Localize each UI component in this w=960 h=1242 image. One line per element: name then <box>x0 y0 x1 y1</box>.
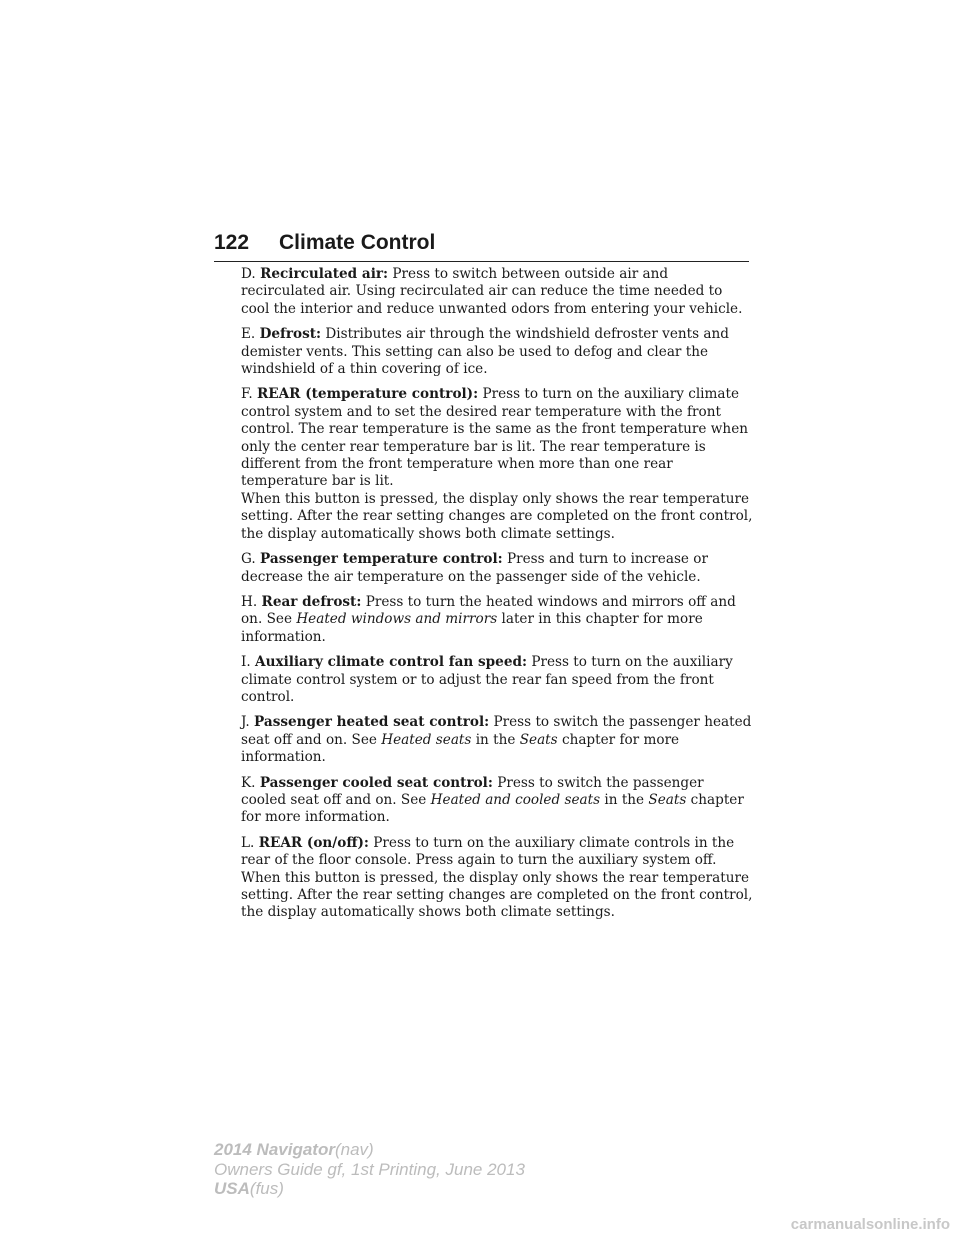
entry-letter: G. <box>241 551 256 568</box>
watermark: carmanualsonline.info <box>790 1216 950 1233</box>
entry-text: Press and turn to increase or decrease the air temperature on the passenger side of the vehicle. <box>241 551 708 585</box>
entry-d <box>241 266 753 318</box>
chapter-title: Climate Control <box>279 231 436 254</box>
entry-text: Press to turn the heated windows and mirrors off and on. See <box>241 593 736 628</box>
entry-text: chapter for more information. <box>241 791 744 826</box>
footer-market-code: (fus) <box>249 1179 284 1198</box>
entry-k <box>241 775 753 827</box>
page-number: 122 <box>214 231 250 254</box>
footer-model: 2014 Navigator <box>214 1140 335 1159</box>
entry-text: in the <box>604 791 645 808</box>
entry-label: REAR (on/off): <box>258 834 369 851</box>
entry-text-continued: When this button is pressed, the display only shows the rear temperature setting. After the rear setting changes are completed on the front control, the display automatically shows both climate settings. <box>241 490 753 542</box>
entry-label: Passenger cooled seat control: <box>259 774 493 791</box>
cross-reference: Heated seats <box>381 731 472 748</box>
entry-text: Press to turn on the auxiliary climate control system or to adjust the rear fan speed from the front control. <box>241 654 733 705</box>
cross-reference: Seats <box>648 791 687 808</box>
entry-f <box>241 386 753 543</box>
entry-text: Press to turn on the auxiliary climate controls in the rear of the floor console. Press again to turn the auxiliary system off. <box>241 834 735 869</box>
entry-letter: D. <box>241 266 256 282</box>
entry-text: in the <box>475 731 516 748</box>
entry-letter: F. <box>241 386 253 403</box>
entry-label: Passenger heated seat control: <box>254 714 490 731</box>
page-content <box>241 266 753 922</box>
entry-text: later in this chapter for more information. <box>241 611 703 645</box>
footer-model-code: (nav) <box>334 1140 374 1159</box>
entry-text-continued: When this button is pressed, the display only shows the rear temperature setting. After the rear setting changes are completed on the front control, the display automatically shows both climate settings. <box>241 869 753 921</box>
document-footer <box>214 1140 525 1199</box>
entry-label: Rear defrost: <box>261 593 362 610</box>
entry-letter: H. <box>241 593 258 610</box>
entry-text: Press to turn on the auxiliary climate control system and to set the desired rear temperature with the front control. The rear temperature is the same as the front temperature when only the center rear temperature bar is lit. The rear temperature is different from the front temperature when more than one rear temperature bar is lit. <box>241 386 748 490</box>
cross-reference: Seats <box>519 731 558 748</box>
entry-letter: I. <box>241 654 251 671</box>
entry-l <box>241 835 753 922</box>
entry-label: Passenger temperature control: <box>260 551 503 568</box>
entry-i <box>241 654 753 706</box>
entry-label: Defrost: <box>259 326 322 343</box>
entry-e <box>241 326 753 378</box>
entry-text: Distributes air through the windshield defroster vents and demister vents. This setting can also be used to defog and clear the windshield of a thin covering of ice. <box>241 326 729 378</box>
entry-label: REAR (temperature control): <box>256 386 479 403</box>
cross-reference: Heated and cooled seats <box>430 791 601 808</box>
entry-letter: L. <box>241 834 255 851</box>
footer-market: USA <box>214 1179 250 1198</box>
entry-text: Press to switch the passenger cooled seat off and on. See <box>241 774 704 808</box>
entry-g <box>241 551 753 586</box>
entry-text: Press to switch between outside air and recirculated air. Using recirculated air can reduce the time needed to cool the interior and reduce unwanted odors from entering your vehicle. <box>241 266 743 317</box>
entry-text: chapter for more information. <box>241 731 680 766</box>
page-header <box>214 229 749 262</box>
footer-printing: Owners Guide gf, 1st Printing, June 2013 <box>214 1159 525 1179</box>
entry-letter: K. <box>241 774 256 791</box>
entry-label: Auxiliary climate control fan speed: <box>255 654 527 671</box>
entry-label: Recirculated air: <box>260 266 389 282</box>
entry-text: Press to switch the passenger heated seat off and on. See <box>241 714 752 748</box>
entry-letter: J. <box>241 714 250 731</box>
entry-j <box>241 714 753 766</box>
cross-reference: Heated windows and mirrors <box>296 611 498 628</box>
entry-h <box>241 594 753 646</box>
entry-letter: E. <box>241 326 256 343</box>
